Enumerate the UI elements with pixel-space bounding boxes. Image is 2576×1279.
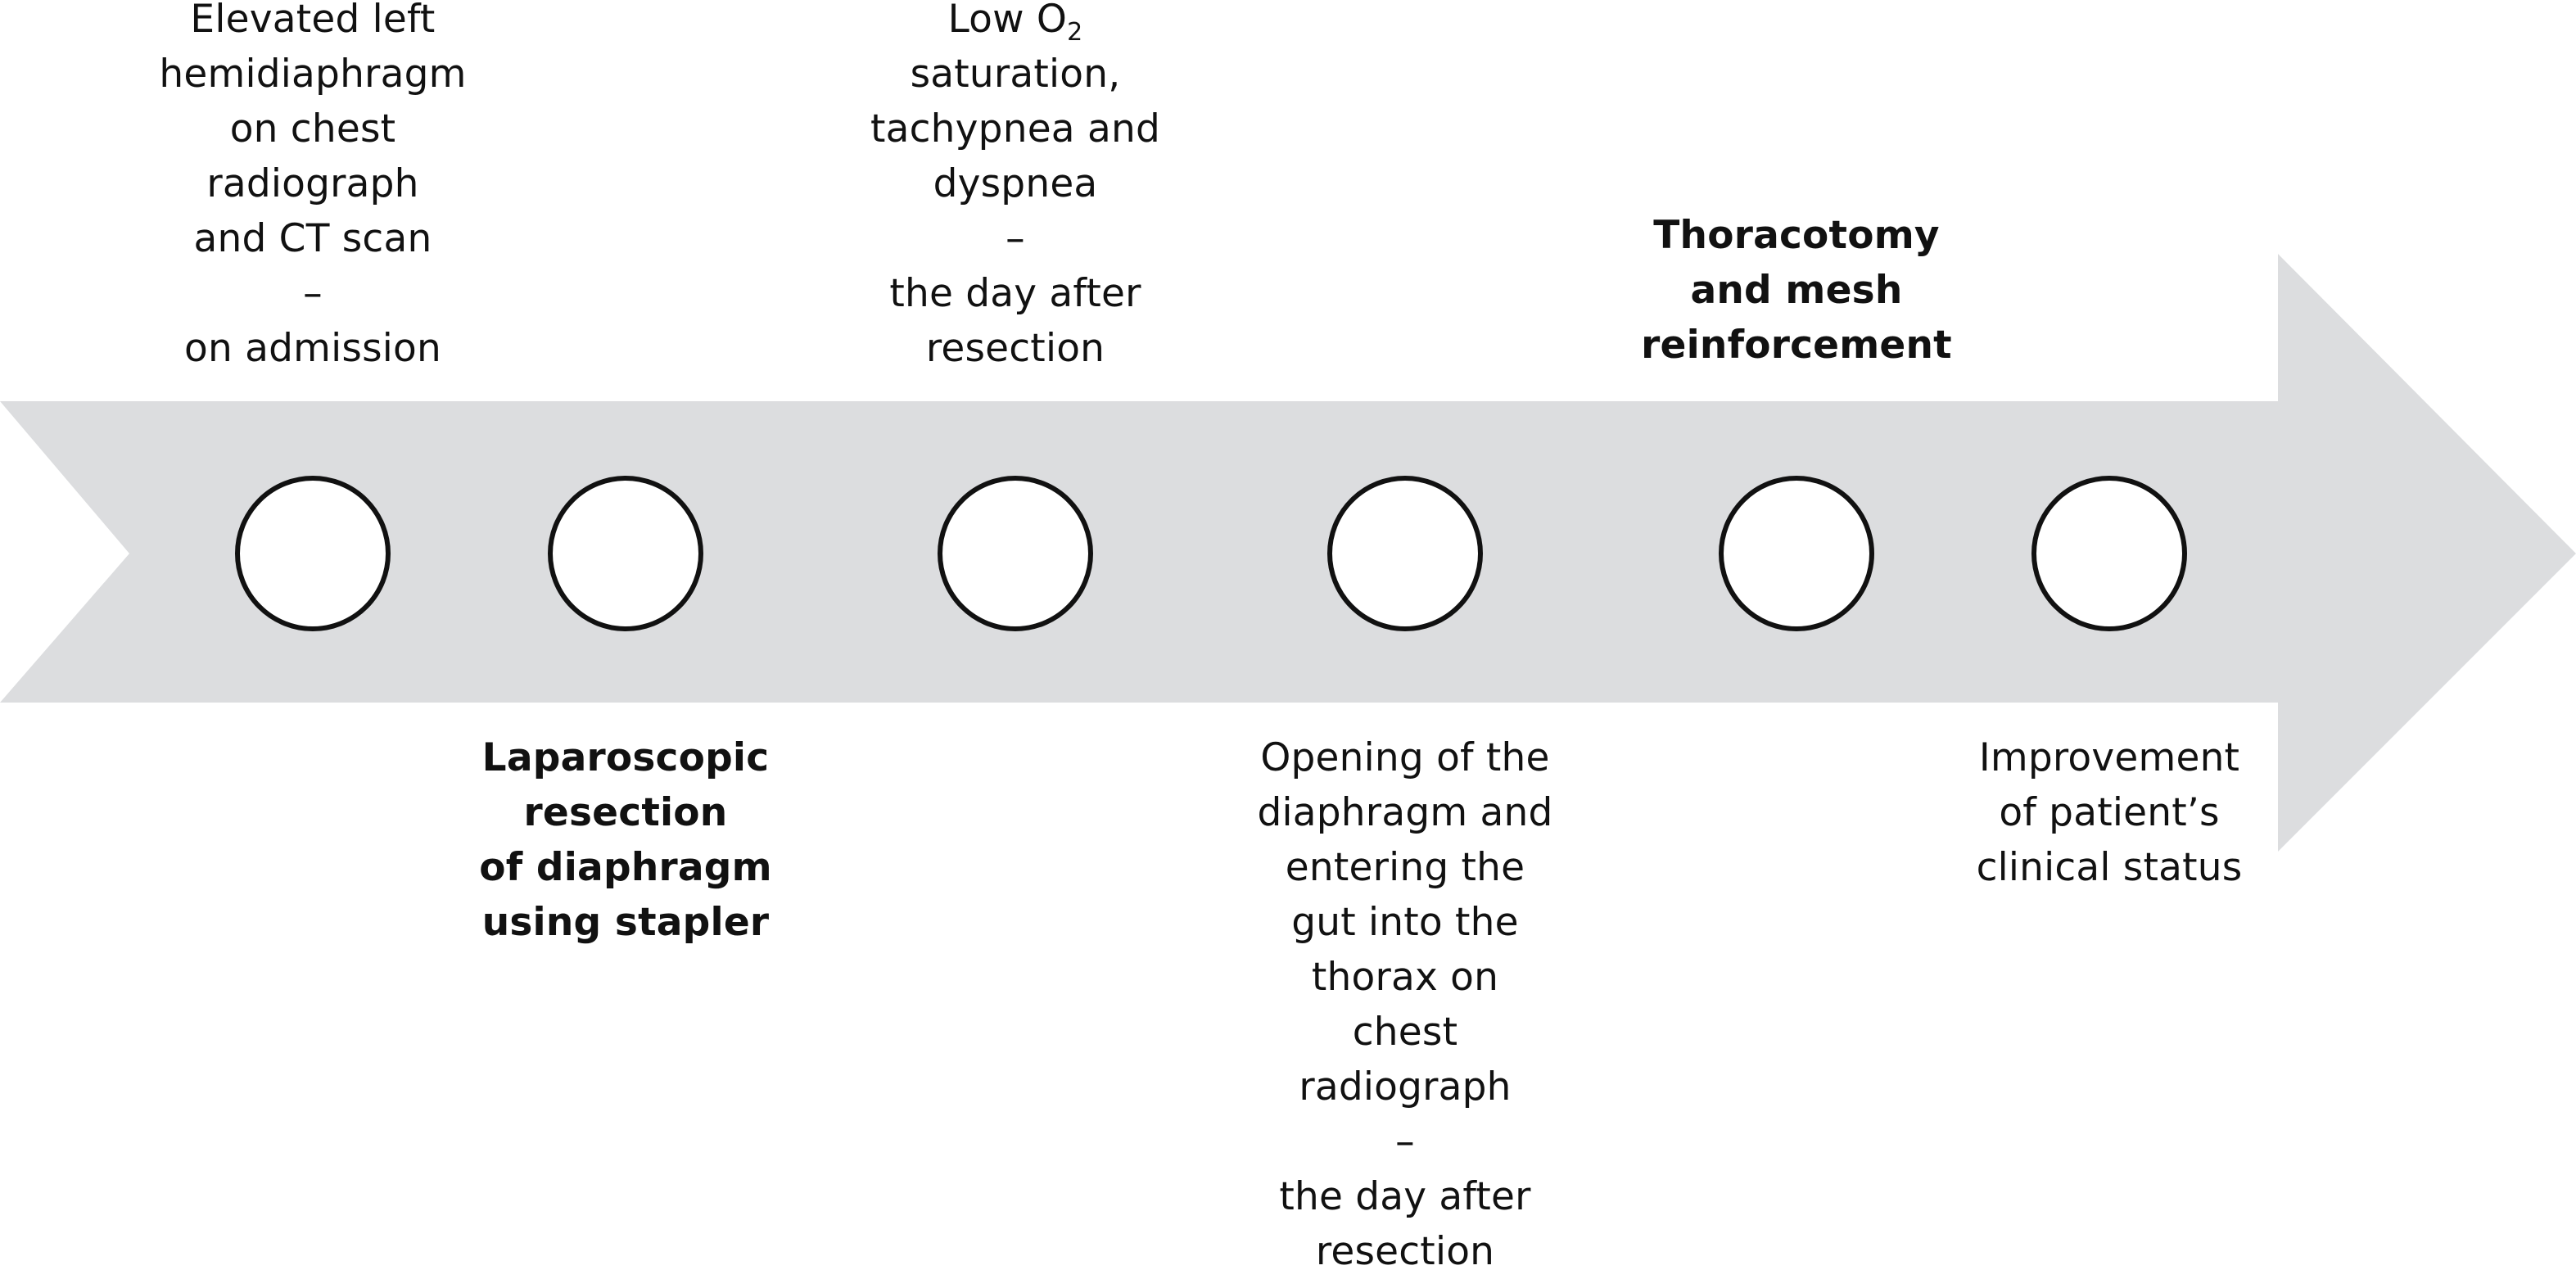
- event-4-line: –: [1395, 1119, 1415, 1164]
- event-6-line: Improvement: [1978, 735, 2240, 780]
- event-6-line: of patient’s: [1999, 790, 2220, 835]
- event-1-line: on chest: [229, 106, 396, 151]
- event-4-label: [1225, 730, 1585, 1279]
- event-3-line: [835, 0, 1195, 47]
- event-5-line: Thoracotomy: [1653, 213, 1940, 258]
- event-3-line: –: [1006, 216, 1025, 261]
- event-4-line: diaphragm and: [1257, 790, 1553, 835]
- event-1-line: –: [303, 271, 323, 316]
- event-5-label: [1616, 208, 1977, 373]
- event-3-line: resection: [925, 326, 1105, 371]
- event-4-line: Opening of the: [1260, 735, 1550, 780]
- event-4-line: radiograph: [1299, 1064, 1512, 1110]
- event-1-label: [149, 0, 477, 376]
- event-4-line: the day after: [1279, 1174, 1531, 1219]
- event-4-line: entering the: [1285, 845, 1525, 890]
- timeline-marker-2: [550, 478, 701, 629]
- event-1-line: and CT scan: [193, 216, 432, 261]
- event-2-label: [462, 730, 789, 950]
- event-5-line: and mesh: [1690, 268, 1903, 313]
- event-3-line: dyspnea: [933, 161, 1098, 206]
- event-3-line: tachypnea and: [870, 106, 1160, 151]
- event-1-line: on admission: [184, 326, 441, 371]
- event-1-line: Elevated left: [190, 0, 436, 42]
- timeline-marker-5: [1721, 478, 1872, 629]
- o2-text: Low O: [947, 0, 1068, 42]
- event-4-line: gut into the: [1291, 900, 1519, 945]
- event-2-line: resection: [523, 790, 728, 835]
- event-6-line: clinical status: [1976, 845, 2243, 890]
- event-3-line: the day after: [889, 271, 1141, 316]
- timeline-marker-1: [237, 478, 388, 629]
- timeline-marker-6: [2034, 478, 2185, 629]
- event-3-label: [835, 0, 1195, 376]
- event-4-line: thorax on: [1311, 955, 1499, 1000]
- event-2-line: of diaphragm: [479, 845, 772, 890]
- event-1-line: hemidiaphragm: [159, 52, 467, 97]
- event-1-line: radiograph: [206, 161, 419, 206]
- event-2-line: Laparoscopic: [481, 735, 770, 780]
- event-3-line: saturation,: [910, 52, 1121, 97]
- event-5-line: reinforcement: [1641, 323, 1952, 368]
- event-4-line: chest: [1352, 1010, 1458, 1055]
- event-6-label: [1937, 730, 2281, 895]
- timeline-marker-3: [940, 478, 1091, 629]
- timeline-marker-4: [1330, 478, 1480, 629]
- event-2-line: using stapler: [481, 900, 770, 945]
- event-4-line: resection: [1315, 1229, 1495, 1274]
- o2-subscript: 2: [1067, 18, 1083, 47]
